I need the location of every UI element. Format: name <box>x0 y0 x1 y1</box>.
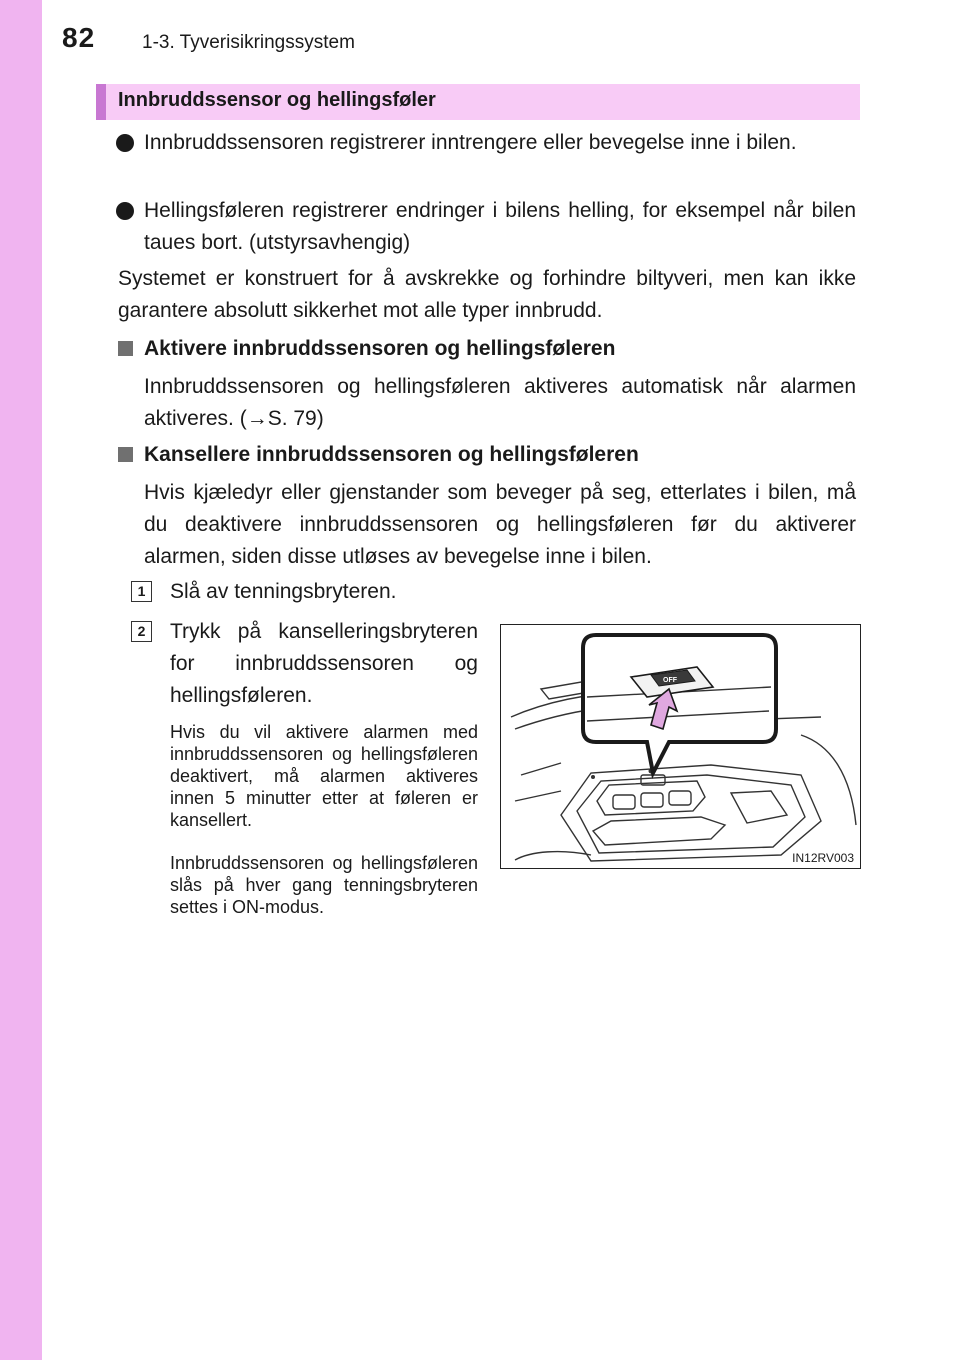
cancel-heading: Kansellere innbruddssensoren og hellingsføleren <box>144 443 639 466</box>
activate-body: Innbruddssensoren og hellingsføleren aktiveres automatisk når alarmen aktiveres. (→S. 79) <box>144 375 856 430</box>
section-title: Innbruddssensor og hellingsføler <box>118 89 436 111</box>
step-number-1: 1 <box>131 581 152 602</box>
off-button-label: OFF <box>663 677 677 684</box>
side-color-strip <box>0 0 42 1360</box>
section-header <box>96 84 860 120</box>
square-bullet-icon <box>118 447 133 462</box>
step-1-text: Slå av tenningsbryteren. <box>170 580 397 603</box>
bullet-icon <box>116 134 134 152</box>
square-bullet-icon <box>118 341 133 356</box>
bullet-icon <box>116 202 134 220</box>
note-paragraph: Innbruddssensoren og hellingsføleren slås på hver gang tenningsbryteren settes i ON-modus. <box>170 853 478 917</box>
bullet-item: Innbruddssensoren registrerer inntrengere eller bevegelse inne i bilen. <box>144 131 797 154</box>
figure-code: IN12RV003 <box>792 851 854 865</box>
note-paragraph: Hvis du vil aktivere alarmen med innbruddssensoren og hellingsføleren deaktivert, må alarmen aktiveres innen 5 minutter etter at føleren er kansellert. <box>170 722 478 830</box>
overhead-console-figure <box>500 624 861 869</box>
cancel-body: Hvis kjæledyr eller gjenstander som beveger på seg, etterlates i bilen, må du deaktivere innbruddssensoren og hellingsføleren før du aktiverer alarmen, siden disse utløses av bevegelse inne i bilen. <box>144 481 856 568</box>
console-illustration <box>501 625 861 869</box>
chapter-title: 1-3. Tyverisikringssystem <box>142 32 355 53</box>
page-number: 82 <box>62 22 96 53</box>
step-2-text: Trykk på kanselleringsbryteren for innbruddssensoren og hellingsføleren. <box>170 620 478 707</box>
step-number-2: 2 <box>131 621 152 642</box>
intro-paragraph: Systemet er konstruert for å avskrekke og forhindre biltyveri, men kan ikke garantere absolutt sikkerhet mot alle typer innbrudd. <box>118 267 856 322</box>
bullet-item: Hellingsføleren registrerer endringer i bilens helling, for eksempel når bilen taues bort. (utstyrsavhengig) <box>144 199 856 254</box>
activate-heading: Aktivere innbruddssensoren og hellingsføleren <box>144 337 616 360</box>
